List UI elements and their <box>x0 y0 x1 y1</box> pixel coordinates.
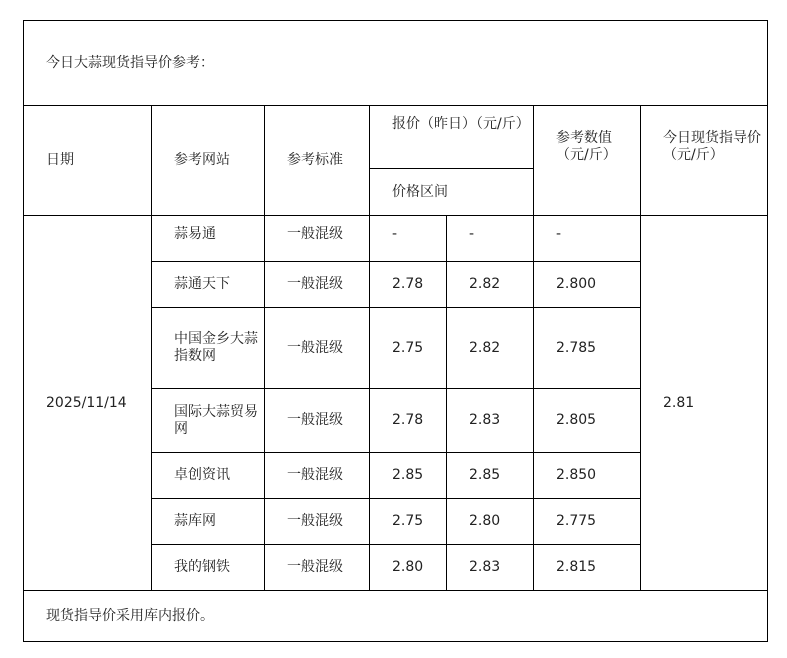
table-title: 今日大蒜现货指导价参考： <box>24 21 768 106</box>
site-cell: 国际大蒜贸易网 <box>152 389 265 453</box>
header-price-yesterday: 报价（昨日）（元/斤） <box>370 106 534 169</box>
high-price-cell: 2.83 <box>447 545 534 591</box>
header-price-range: 价格区间 <box>370 169 534 216</box>
high-price-cell: 2.82 <box>447 262 534 308</box>
site-cell: 中国金乡大蒜指数网 <box>152 308 265 389</box>
standard-cell: 一般混级 <box>265 262 370 308</box>
standard-cell: 一般混级 <box>265 216 370 262</box>
low-price-cell: 2.78 <box>370 389 447 453</box>
standard-cell: 一般混级 <box>265 499 370 545</box>
today-price-cell: 2.81 <box>641 216 768 591</box>
site-cell: 蒜易通 <box>152 216 265 262</box>
low-price-cell: 2.80 <box>370 545 447 591</box>
header-ref-value: 参考数值（元/斤） <box>534 106 641 216</box>
low-price-cell: - <box>370 216 447 262</box>
site-cell: 卓创资讯 <box>152 453 265 499</box>
header-standard: 参考标准 <box>265 106 370 216</box>
table-row <box>24 216 768 262</box>
high-price-cell: 2.83 <box>447 389 534 453</box>
ref-value-cell: 2.775 <box>534 499 641 545</box>
header-date: 日期 <box>24 106 152 216</box>
high-price-cell: 2.82 <box>447 308 534 389</box>
low-price-cell: 2.75 <box>370 308 447 389</box>
low-price-cell: 2.85 <box>370 453 447 499</box>
footnote: 现货指导价采用库内报价。 <box>24 591 768 642</box>
high-price-cell: 2.80 <box>447 499 534 545</box>
low-price-cell: 2.75 <box>370 499 447 545</box>
standard-cell: 一般混级 <box>265 545 370 591</box>
price-table-frame <box>23 20 767 642</box>
ref-value-cell: 2.785 <box>534 308 641 389</box>
standard-cell: 一般混级 <box>265 308 370 389</box>
standard-cell: 一般混级 <box>265 453 370 499</box>
ref-value-cell: 2.850 <box>534 453 641 499</box>
ref-value-cell: 2.815 <box>534 545 641 591</box>
ref-value-cell: 2.800 <box>534 262 641 308</box>
site-cell: 蒜通天下 <box>152 262 265 308</box>
standard-cell: 一般混级 <box>265 389 370 453</box>
site-cell: 我的钢铁 <box>152 545 265 591</box>
high-price-cell: 2.85 <box>447 453 534 499</box>
price-table <box>23 20 768 642</box>
low-price-cell: 2.78 <box>370 262 447 308</box>
ref-value-cell: - <box>534 216 641 262</box>
high-price-cell: - <box>447 216 534 262</box>
date-cell: 2025/11/14 <box>24 216 152 591</box>
site-cell: 蒜库网 <box>152 499 265 545</box>
header-today-price: 今日现货指导价（元/斤） <box>641 106 768 216</box>
header-site: 参考网站 <box>152 106 265 216</box>
ref-value-cell: 2.805 <box>534 389 641 453</box>
